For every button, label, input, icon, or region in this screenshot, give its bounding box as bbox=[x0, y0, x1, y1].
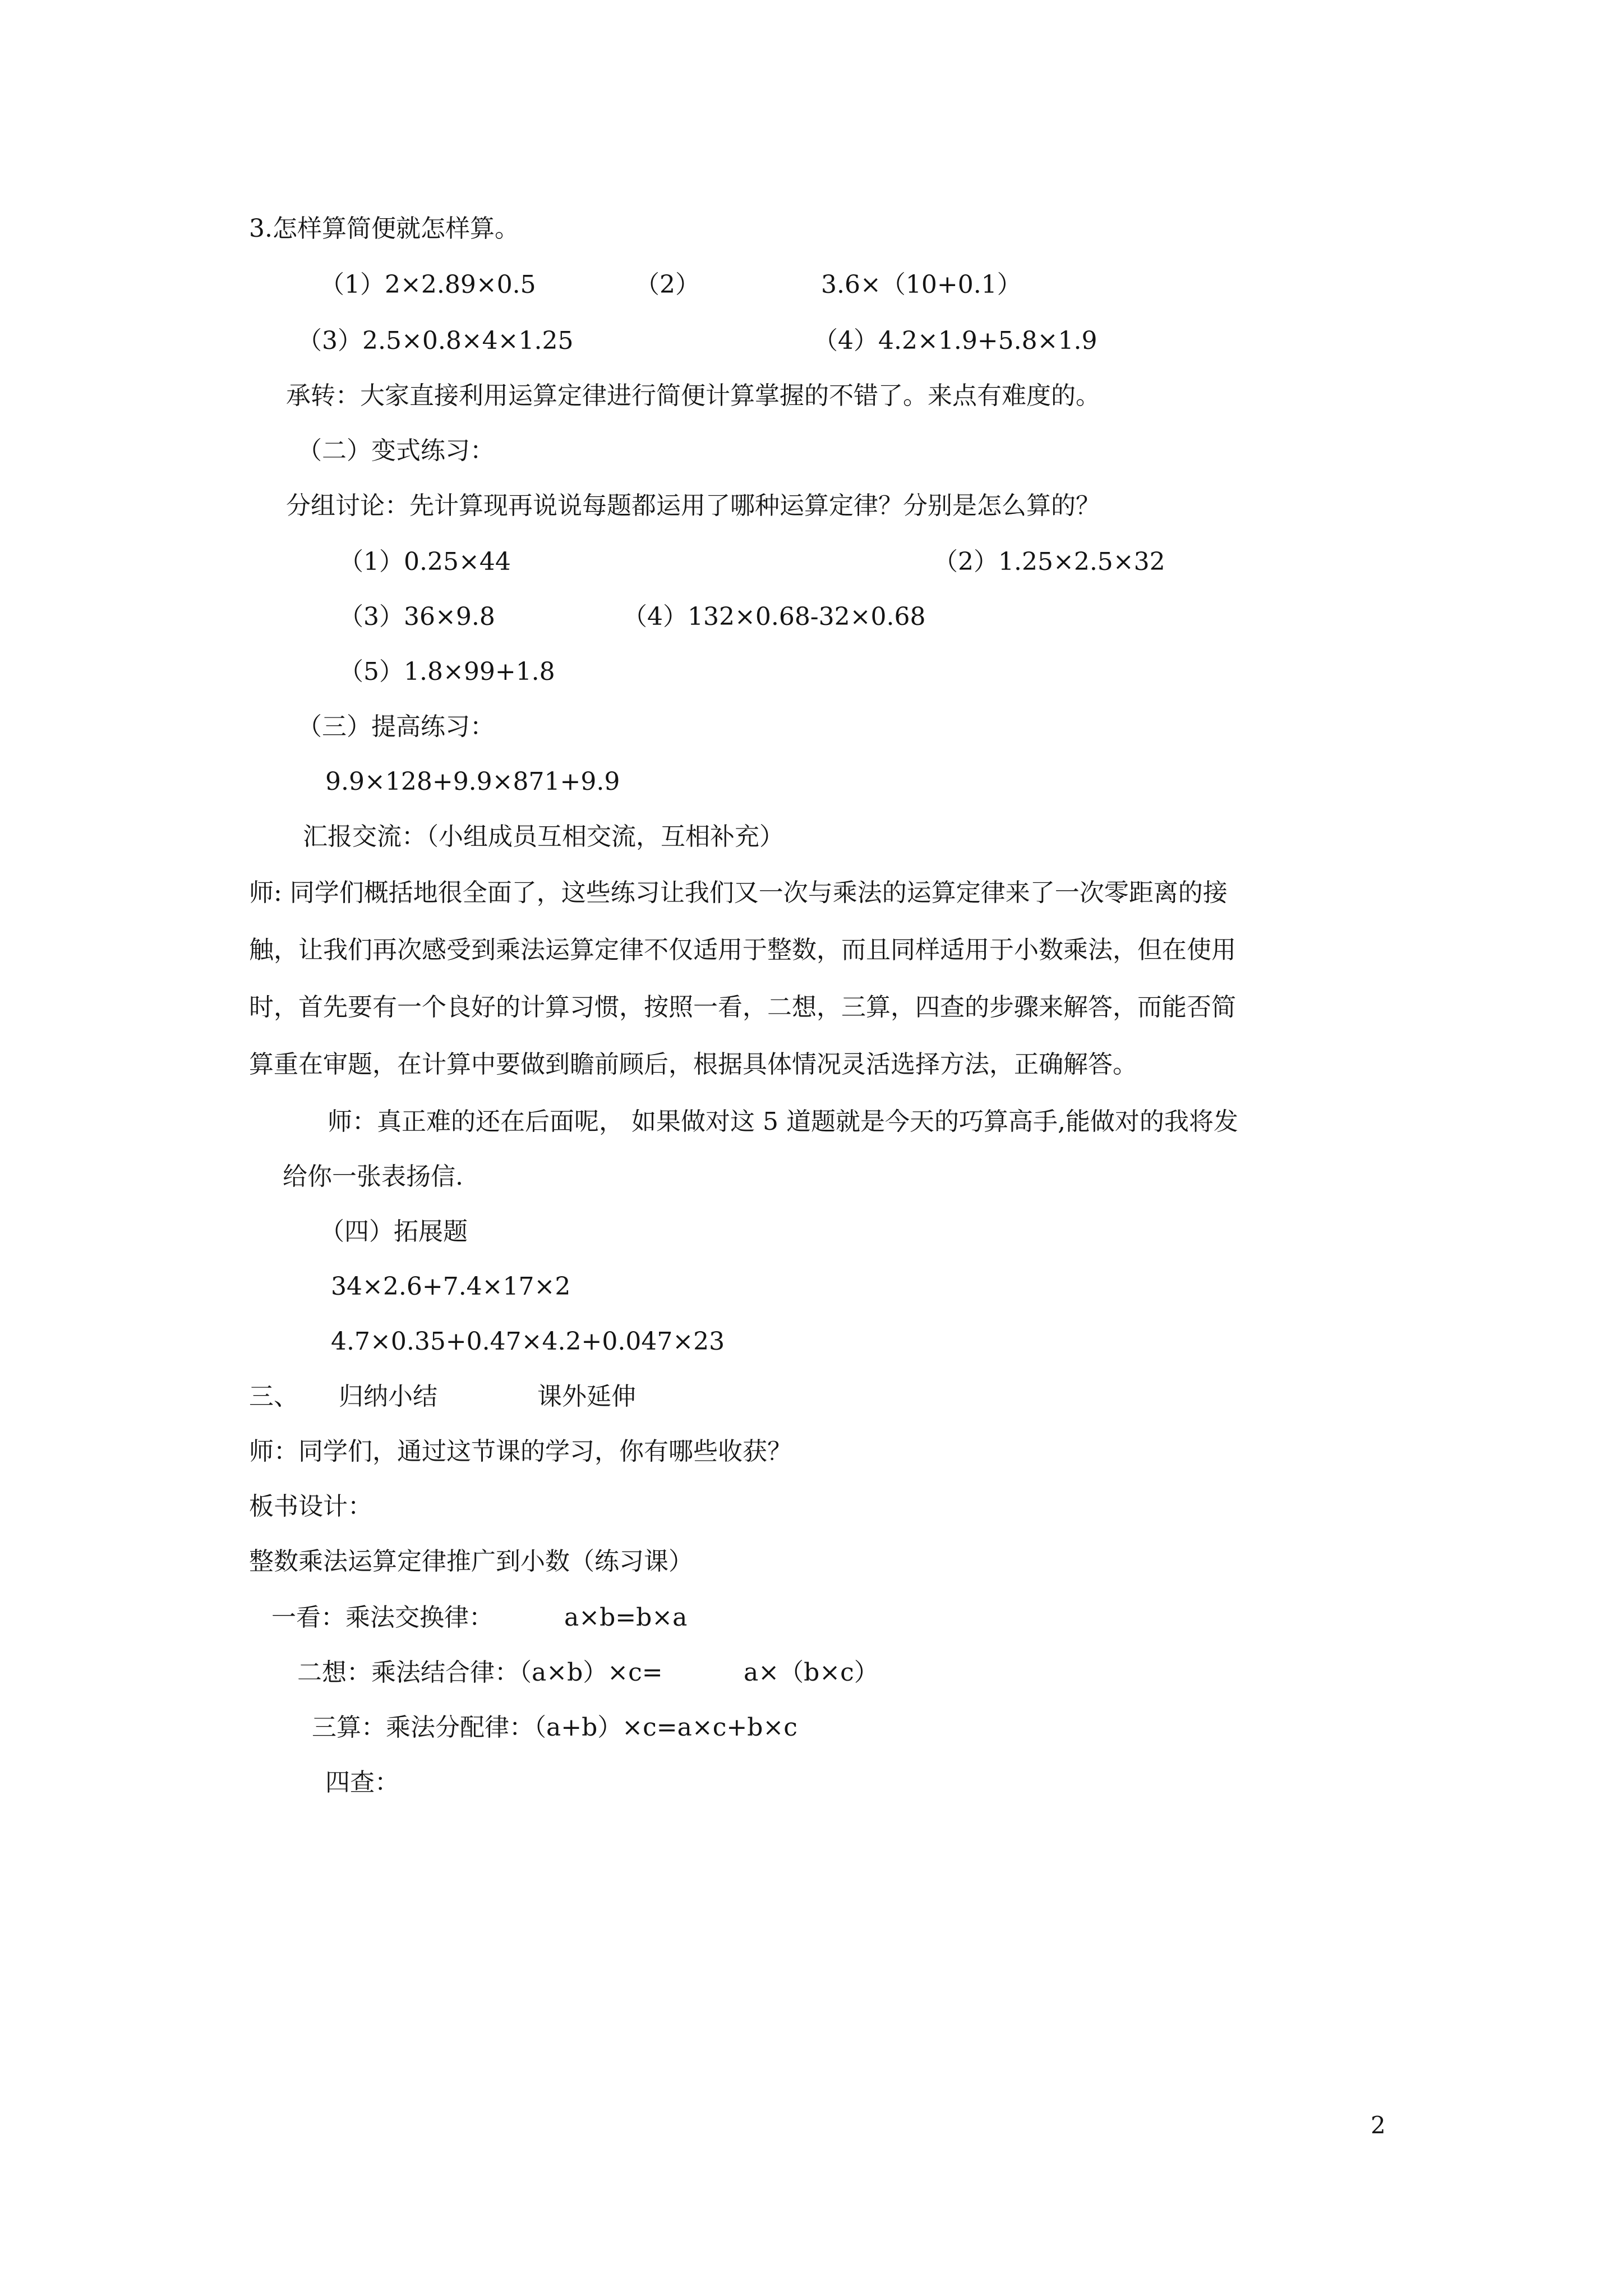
teacher-paragraph-line-1: 师: 同学们概括地很全面了，这些练习让我们又一次与乘法的运算定律来了一次零距离的接 bbox=[249, 878, 1228, 907]
teacher-paragraph-line-3: 时，首先要有一个良好的计算习惯，按照一看，二想，三算，四查的步骤来解答，而能否简 bbox=[249, 993, 1236, 1022]
board-title: 整数乘法运算定律推广到小数（练习课） bbox=[249, 1547, 693, 1576]
extension-2: 4.7×0.35+0.47×4.2+0.047×23 bbox=[331, 1327, 725, 1356]
exercise-1: （1）2×2.89×0.5 bbox=[320, 270, 536, 299]
challenge-line-1: 师：真正难的还在后面呢， 如果做对这 5 道题就是今天的巧算高手,能做对的我将发 bbox=[328, 1107, 1238, 1136]
board-step-4: 四查： bbox=[325, 1768, 399, 1797]
variation-5: （5）1.8×99+1.8 bbox=[339, 657, 555, 686]
part-three-number: 三、 bbox=[249, 1382, 298, 1411]
teacher-question: 师：同学们，通过这节课的学习，你有哪些收获？ bbox=[249, 1437, 792, 1466]
transition-text: 承转：大家直接利用运算定律进行简便计算掌握的不错了。来点有难度的。 bbox=[286, 381, 1100, 410]
board-step-3: 三算：乘法分配律：（a+b）×c=a×c+b×c bbox=[312, 1713, 797, 1742]
variation-3: （3）36×9.8 bbox=[339, 602, 495, 631]
board-step-1-label: 一看：乘法交换律： bbox=[271, 1603, 494, 1632]
exercise-2-expression: 3.6×（10+0.1） bbox=[821, 270, 1022, 299]
variation-4: （4）132×0.68-32×0.68 bbox=[623, 602, 926, 631]
exercise-2-label: （2） bbox=[635, 270, 700, 299]
challenge-line-2: 给你一张表扬信. bbox=[283, 1162, 463, 1191]
section-variation-practice: （二）变式练习： bbox=[297, 436, 495, 465]
page-number: 2 bbox=[1371, 2111, 1386, 2139]
exercise-3: （3）2.5×0.8×4×1.25 bbox=[297, 326, 574, 355]
section-improve-practice: （三）提高练习： bbox=[297, 712, 495, 741]
board-step-2-formula: a×（b×c） bbox=[744, 1658, 879, 1687]
teacher-paragraph-line-2: 触，让我们再次感受到乘法运算定律不仅适用于整数，而且同样适用于小数乘法，但在使用 bbox=[249, 936, 1236, 964]
board-step-2-label: 二想：乘法结合律：（a×b）×c= bbox=[297, 1658, 663, 1687]
section-extension: （四）拓展题 bbox=[320, 1217, 468, 1246]
extension-1: 34×2.6+7.4×17×2 bbox=[331, 1272, 571, 1301]
board-design-label: 板书设计： bbox=[249, 1492, 372, 1521]
teacher-paragraph-line-4: 算重在审题，在计算中要做到瞻前顾后，根据具体情况灵活选择方法，正确解答。 bbox=[249, 1050, 1137, 1079]
improve-expression: 9.9×128+9.9×871+9.9 bbox=[325, 767, 620, 796]
part-three-extension: 课外延伸 bbox=[537, 1382, 636, 1411]
group-discussion: 分组讨论：先计算现再说说每题都运用了哪种运算定律？分别是怎么算的？ bbox=[286, 491, 1100, 520]
report-exchange: 汇报交流：（小组成员互相交流，互相补充） bbox=[303, 822, 784, 851]
variation-1: （1）0.25×44 bbox=[339, 547, 511, 576]
board-step-1-formula: a×b=b×a bbox=[564, 1603, 688, 1632]
part-three-summary: 归纳小结 bbox=[339, 1382, 437, 1411]
exercise-4: （4）4.2×1.9+5.8×1.9 bbox=[813, 326, 1098, 355]
exercise-heading: 3.怎样算简便就怎样算。 bbox=[249, 214, 519, 243]
variation-2: （2）1.25×2.5×32 bbox=[933, 547, 1165, 576]
